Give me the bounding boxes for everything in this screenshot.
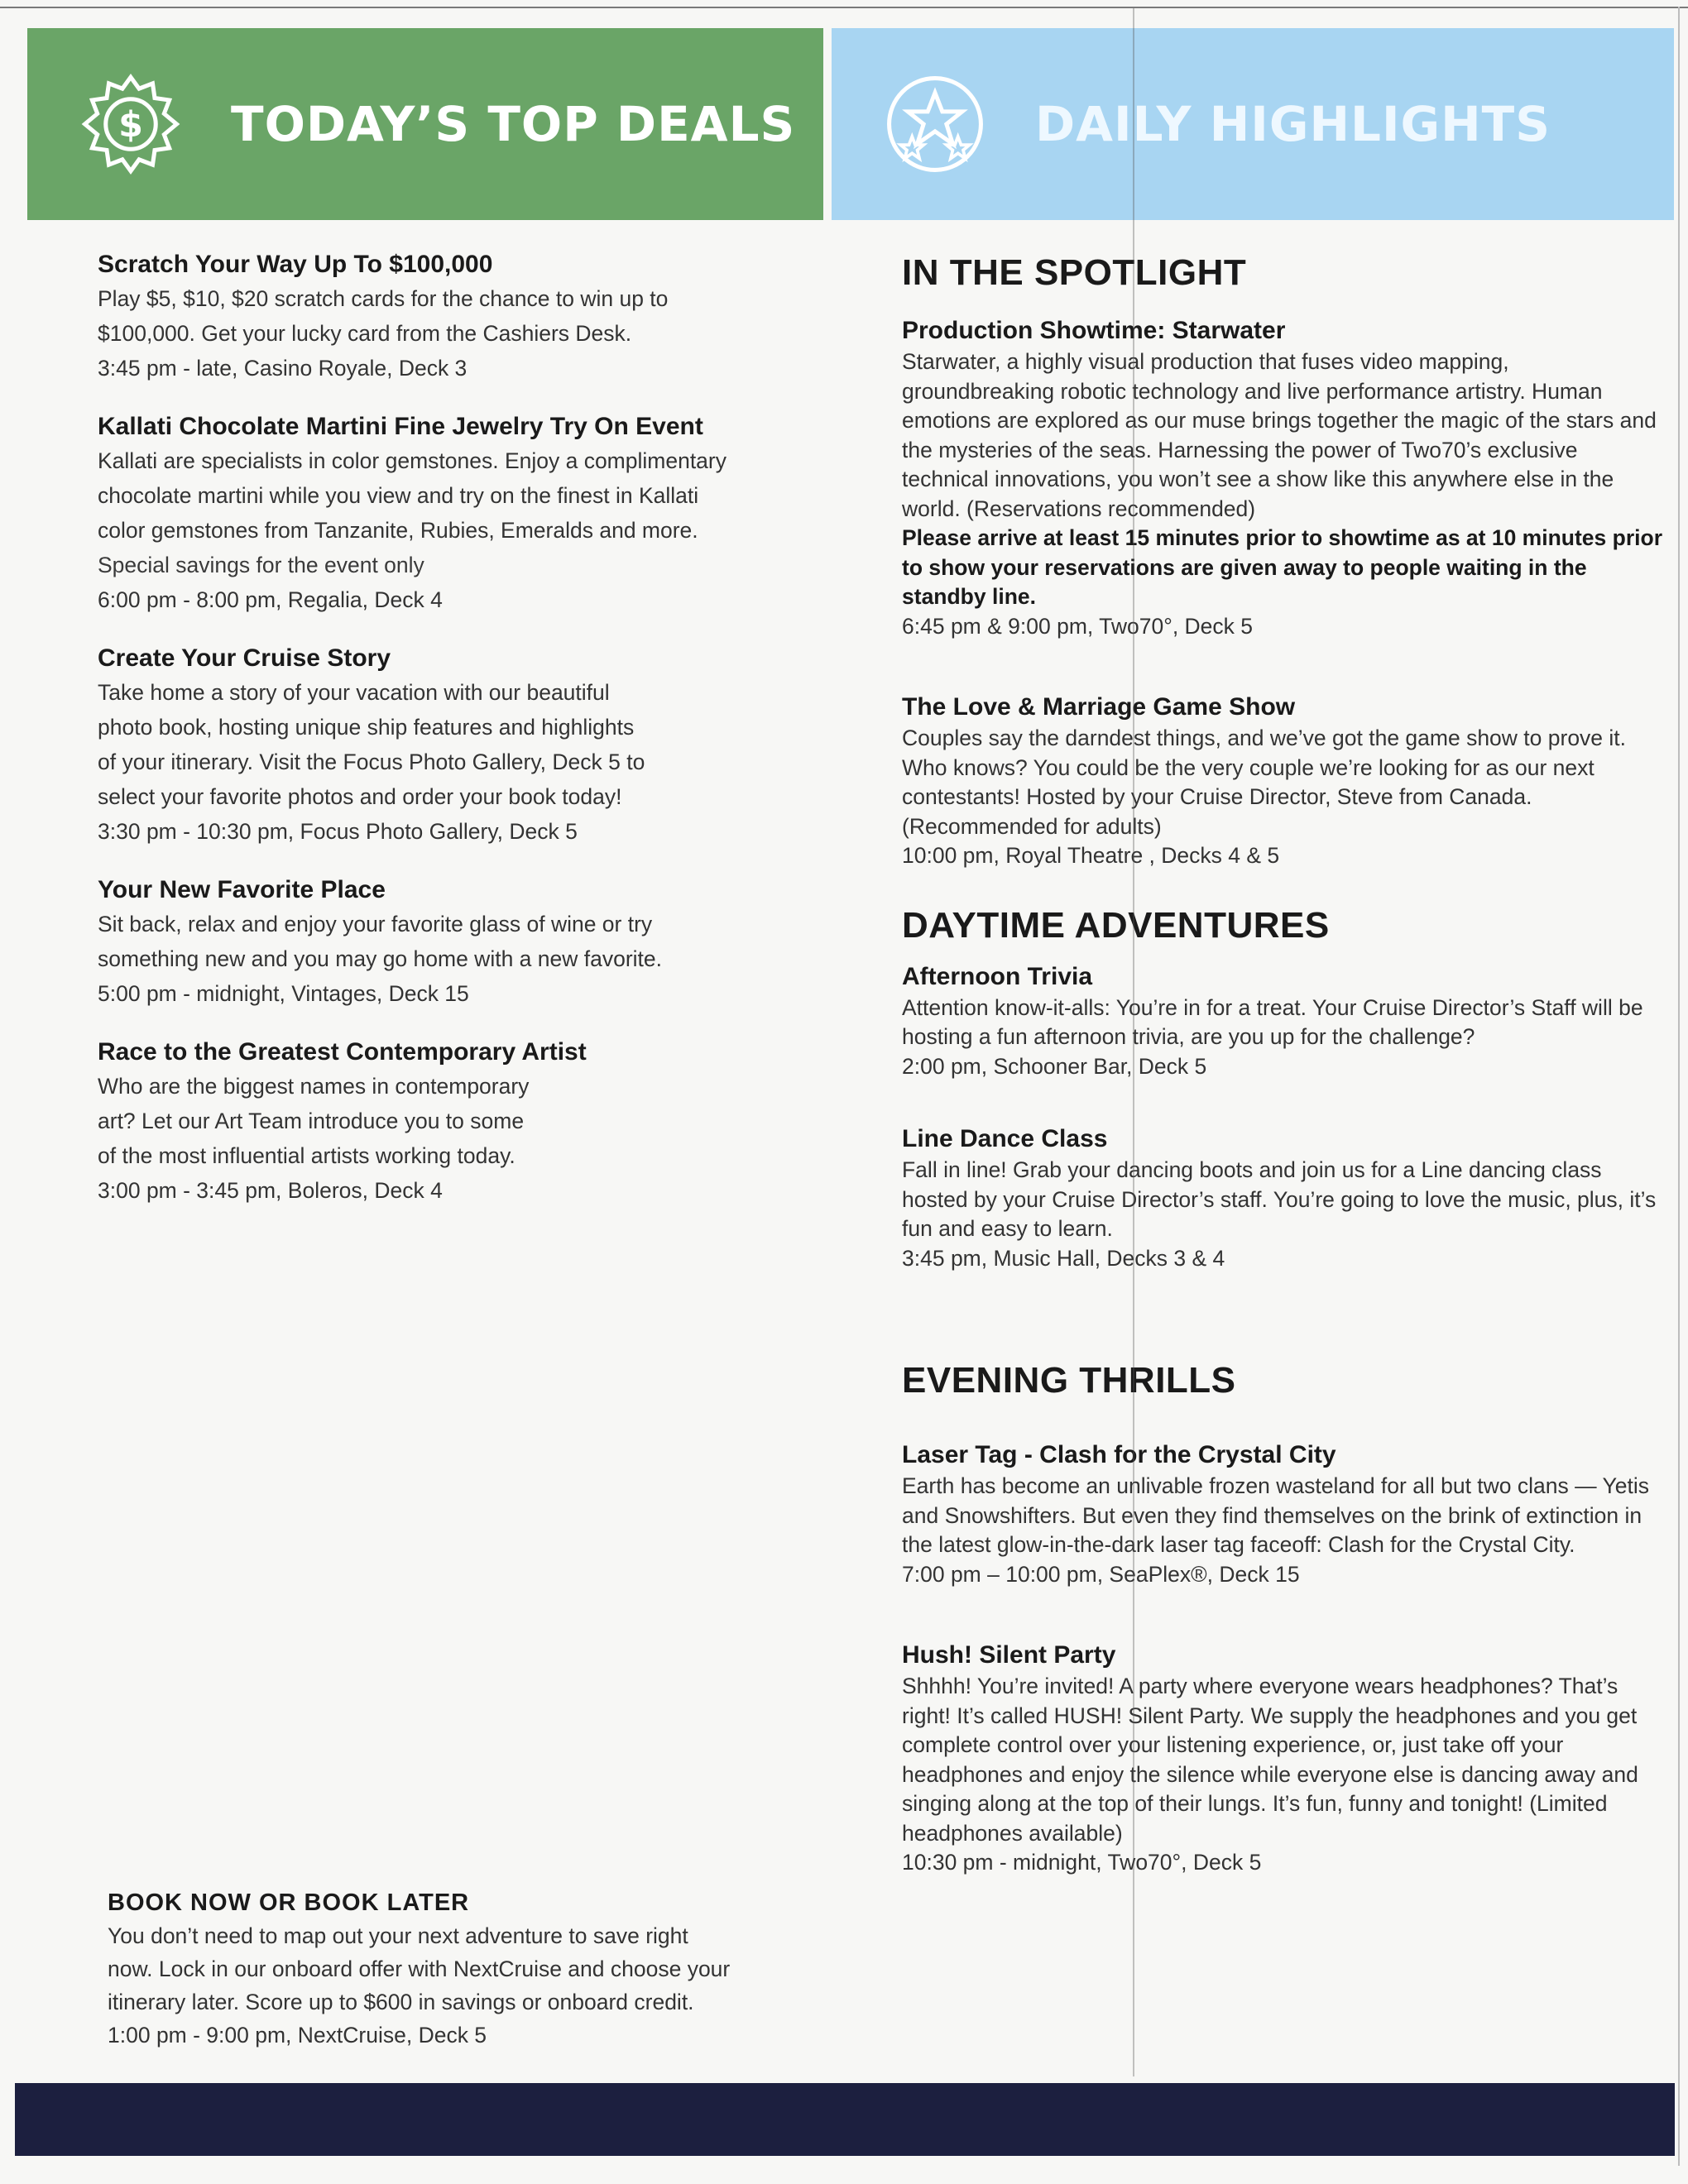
stars-badge-icon <box>883 72 987 176</box>
book-line: now. Lock in our onboard offer with NextCruise and choose your <box>108 1956 731 1981</box>
deal-time: 3:30 pm - 10:30 pm, Focus Photo Gallery, Deck 5 <box>98 819 578 844</box>
highlight-item-trivia <box>902 960 1663 1082</box>
highlight-title: The Love & Marriage Game Show <box>902 693 1296 721</box>
highlight-time: 3:45 pm, Music Hall, Decks 3 & 4 <box>902 1245 1225 1271</box>
deal-line: art? Let our Art Team introduce you to some <box>98 1109 525 1133</box>
highlight-body: Fall in line! Grab your dancing boots and join us for a Line dancing class hosted by your Cruise Director’s staff. You’re going to love the music, plus, it’s fun and easy to learn. <box>902 1157 1657 1241</box>
highlight-item-starwater <box>902 314 1663 641</box>
daytime-heading: DAYTIME ADVENTURES <box>902 904 1330 946</box>
book-now-section <box>108 1886 836 2052</box>
footer-band <box>15 2083 1675 2156</box>
highlight-notice: Please arrive at least 15 minutes prior to showtime as at 10 minutes prior to show your reservations are given away to people waiting in the standby line. <box>902 525 1663 609</box>
highlight-body: Shhhh! You’re invited! A party where everyone wears headphones? That’s right! It’s called HUSH! Silent Party. We supply the headphones and you get complete control over your listening experience, or, just take off your headphones and enjoy the silence while everyone else is dancing away and singing along at the top of their lungs. It’s fun, funny and tonight! (Limited headphones available) <box>902 1674 1638 1846</box>
deal-note: Special savings for the event only <box>98 553 424 577</box>
deal-item-favorite-place <box>98 874 809 1011</box>
deal-line: of your itinerary. Visit the Focus Photo Gallery, Deck 5 to <box>98 750 645 774</box>
highlight-body: Earth has become an unlivable frozen wasteland for all but two clans — Yetis and Snowshifters. But even they find themselves on the brink of extinction in the latest glow-in-the-dark laser tag faceoff: Clash for the Crystal City. <box>902 1473 1649 1557</box>
deal-item-cruise-story <box>98 642 809 849</box>
highlight-title: Production Showtime: Starwater <box>902 317 1286 344</box>
deal-title: Scratch Your Way Up To $100,000 <box>98 251 493 278</box>
deal-line: of the most influential artists working today. <box>98 1143 516 1168</box>
deal-line: color gemstones from Tanzanite, Rubies, Emeralds and more. <box>98 518 698 543</box>
deal-line: Sit back, relax and enjoy your favorite glass of wine or try <box>98 912 653 936</box>
page-fold-line <box>1133 8 1134 2076</box>
deal-line: photo book, hosting unique ship features and highlights <box>98 715 635 740</box>
right-rule <box>1678 7 1680 2166</box>
svg-text:$: $ <box>118 104 143 146</box>
highlight-item-silent-party <box>902 1639 1663 1878</box>
deal-title: Race to the Greatest Contemporary Artist <box>98 1038 587 1066</box>
highlight-time: 7:00 pm – 10:00 pm, SeaPlex®, Deck 15 <box>902 1561 1300 1587</box>
daily-highlights-header <box>832 28 1674 220</box>
dollar-badge-icon <box>79 72 183 176</box>
evening-heading: EVENING THRILLS <box>902 1360 1236 1401</box>
highlight-item-game-show <box>902 691 1663 871</box>
deal-title: Your New Favorite Place <box>98 876 386 903</box>
book-line: You don’t need to map out your next adventure to save right <box>108 1923 688 1948</box>
deal-line: chocolate martini while you view and try on the finest in Kallati <box>98 483 699 508</box>
book-line: itinerary later. Score up to $600 in savings or onboard credit. <box>108 1990 694 2014</box>
highlight-body: Starwater, a highly visual production that fuses video mapping, groundbreaking robotic technology and live performance artistry. Human emotions are explored as our muse brings together the magic of the stars and the mysteries of the seas. Harnessing the power of Two70’s exclusive technical innovations, you won’t see a show like this anywhere else in the world. (Reservations recommended) <box>902 349 1657 521</box>
highlight-body: Attention know-it-alls: You’re in for a treat. Your Cruise Director’s Staff will be hosting a fun afternoon trivia, are you up for the challenge? <box>902 994 1643 1049</box>
highlight-body: Couples say the darndest things, and we’ve got the game show to prove it. Who knows? You could be the very couple we’re looking for as our next contestants! Hosted by your Cruise Director, Steve from Canada. (Recommended for adults) <box>902 726 1627 839</box>
deal-title: Kallati Chocolate Martini Fine Jewelry Try On Event <box>98 413 703 440</box>
book-time: 1:00 pm - 9:00 pm, NextCruise, Deck 5 <box>108 2023 487 2048</box>
deal-line: Play $5, $10, $20 scratch cards for the chance to win up to <box>98 286 669 311</box>
daily-highlights-title: DAILY HIGHLIGHTS <box>1035 96 1551 152</box>
deal-title: Create Your Cruise Story <box>98 644 391 672</box>
deal-line: Who are the biggest names in contemporary <box>98 1074 530 1099</box>
highlight-time: 10:00 pm, Royal Theatre , Decks 4 & 5 <box>902 843 1280 868</box>
deal-line: select your favorite photos and order your book today! <box>98 784 622 809</box>
deal-item-kallati <box>98 410 809 617</box>
top-rule <box>0 7 1688 8</box>
top-deals-title: TODAY’S TOP DEALS <box>231 96 796 152</box>
deal-time: 3:45 pm - late, Casino Royale, Deck 3 <box>98 356 468 381</box>
highlight-item-laser-tag <box>902 1439 1663 1589</box>
deal-time: 3:00 pm - 3:45 pm, Boleros, Deck 4 <box>98 1178 443 1203</box>
deal-item-scratch <box>98 248 809 386</box>
deal-item-art-race <box>98 1036 809 1208</box>
top-deals-header <box>27 28 823 220</box>
highlights-column <box>902 248 1663 1878</box>
highlight-title: Laser Tag - Clash for the Crystal City <box>902 1441 1336 1468</box>
highlight-item-line-dance <box>902 1123 1663 1273</box>
deal-time: 6:00 pm - 8:00 pm, Regalia, Deck 4 <box>98 587 443 612</box>
highlight-time: 6:45 pm & 9:00 pm, Two70°, Deck 5 <box>902 613 1254 639</box>
deals-column <box>98 248 809 1233</box>
deal-line: Take home a story of your vacation with our beautiful <box>98 680 610 705</box>
deal-line: $100,000. Get your lucky card from the Cashiers Desk. <box>98 321 632 346</box>
deal-line: something new and you may go home with a new favorite. <box>98 946 663 971</box>
deal-time: 5:00 pm - midnight, Vintages, Deck 15 <box>98 981 469 1006</box>
book-now-title: BOOK NOW OR BOOK LATER <box>108 1889 470 1916</box>
deal-line: Kallati are specialists in color gemstones. Enjoy a complimentary <box>98 448 727 473</box>
spotlight-heading: IN THE SPOTLIGHT <box>902 252 1247 293</box>
highlight-time: 2:00 pm, Schooner Bar, Deck 5 <box>902 1053 1207 1079</box>
highlight-title: Afternoon Trivia <box>902 962 1093 990</box>
highlight-time: 10:30 pm - midnight, Two70°, Deck 5 <box>902 1850 1262 1875</box>
highlight-title: Line Dance Class <box>902 1125 1108 1152</box>
highlight-title: Hush! Silent Party <box>902 1641 1116 1669</box>
